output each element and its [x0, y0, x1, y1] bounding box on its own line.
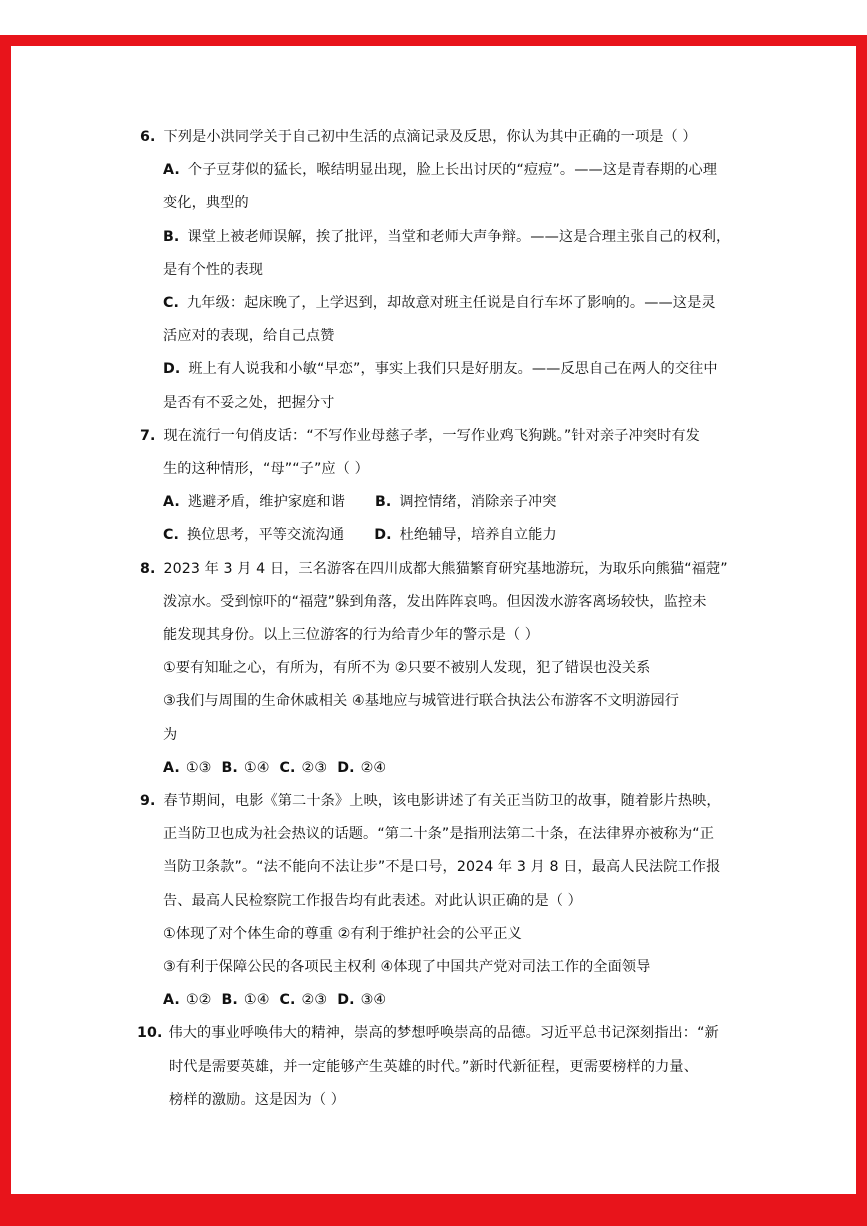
answer-option-continuation	[163, 260, 263, 280]
option-text: 是有个性的表现	[163, 261, 264, 278]
option-text: ①③	[185, 759, 212, 776]
answer-option-continuation	[163, 393, 334, 413]
question-stem-line: 能发现其身份。以上三位游客的行为给青少年的警示是（ ）	[163, 627, 540, 643]
option-text: ①②	[185, 992, 212, 1009]
question-number: 8.	[140, 560, 156, 577]
question-stem-line: 伟大的事业呼唤伟大的精神，崇高的梦想呼唤崇高的品德。习近平总书记深刻指出：“新	[168, 1025, 719, 1042]
answer-option-row	[163, 492, 557, 512]
option-text: 个子豆芽似的猛长，喉结明显出现，脸上长出讨厌的“痘痘”。——这是青春期的心理	[187, 162, 718, 179]
option-label: C.	[279, 759, 296, 776]
answer-option-continuation	[163, 193, 249, 213]
option-label: A.	[163, 162, 180, 179]
option-text: 活应对的表现，给自己点赞	[163, 328, 335, 345]
answer-option-row	[163, 525, 557, 545]
question-stem-line: 春节期间，电影《第二十条》上映，该电影讲述了有关正当防卫的故事，随着影片热映，	[163, 793, 721, 809]
option-text: ②③	[301, 992, 328, 1009]
option-label: D.	[337, 759, 355, 776]
option-text: 九年级：起床晚了，上学迟到，却故意对班主任说是自行车坏了影响的。——这是灵	[187, 295, 716, 311]
option-label: C.	[163, 527, 180, 544]
option-label: B.	[221, 992, 238, 1009]
answer-choices	[163, 990, 386, 1010]
question-stem-line: 时代是需要英雄，并一定能够产生英雄的时代。”新时代新征程，更需要榜样的力量、	[169, 1058, 698, 1075]
question-number: 7.	[140, 427, 156, 444]
option-label: A.	[163, 494, 180, 511]
statement-line	[163, 691, 679, 711]
statement-text: ①要有知耻之心，有所为，有所不为 ②只要不被别人发现，犯了错误也没关系	[163, 660, 651, 677]
option-label: A.	[163, 759, 180, 776]
question-stem-continuation	[163, 625, 539, 645]
question-stem-line: 告、最高人民检察院工作报告均有此表述。对此认识正确的是（ ）	[163, 892, 582, 909]
question-stem	[140, 559, 728, 579]
statement-line	[163, 924, 522, 944]
option-text: ①④	[243, 759, 270, 776]
question-stem-continuation	[163, 592, 707, 612]
option-text: ①④	[243, 992, 270, 1009]
question-stem-line: 下列是小洪同学关于自己初中生活的点滴记录及反思，你认为其中正确的一项是（ ）	[163, 129, 697, 145]
option-text: ③④	[360, 992, 387, 1009]
question-stem-line: 当防卫条款”。“法不能向不法让步”不是口号，2024 年 3 月 8 日，最高人民法院工作报	[163, 859, 721, 876]
option-label: C.	[279, 992, 296, 1009]
option-label: B.	[375, 494, 392, 511]
option-label: C.	[163, 295, 180, 311]
question-stem-line: 2023 年 3 月 4 日，三名游客在四川成都大熊猫繁育研究基地游玩，为取乐向熊猫“福蒄”	[163, 560, 728, 577]
question-number: 9.	[140, 793, 156, 809]
option-label: D.	[374, 527, 392, 544]
option-text: 逃避矛盾，维护家庭和谐	[187, 494, 346, 511]
question-stem-continuation	[169, 1090, 345, 1110]
question-stem-line: 榜样的激励。这是因为（ ）	[169, 1091, 346, 1108]
option-label: B.	[163, 228, 180, 245]
answer-choices	[163, 758, 386, 778]
option-text: ②③	[301, 759, 328, 776]
option-text: 班上有人说我和小敏“早恋”，事实上我们只是好朋友。——反思自己在两人的交往中	[188, 361, 718, 378]
statement-line	[163, 957, 650, 977]
question-number: 6.	[140, 129, 156, 145]
question-stem-continuation	[163, 459, 369, 479]
question-number: 10.	[137, 1025, 163, 1042]
option-text: 变化，典型的	[163, 195, 249, 212]
question-stem-line: 正当防卫也成为社会热议的话题。“第二十条”是指刑法第二十条，在法律界亦被称为“正	[163, 826, 714, 843]
option-text: 调控情绪，消除亲子冲突	[399, 494, 557, 511]
statement-text: ①体现了对个体生命的尊重 ②有利于维护社会的公平正义	[163, 925, 522, 942]
question-stem-continuation	[163, 857, 720, 877]
answer-option	[163, 293, 716, 313]
question-stem	[140, 426, 700, 446]
question-stem-line: 生的这种情形，“母”“子”应（ ）	[163, 461, 369, 477]
question-stem	[140, 127, 697, 147]
statement-line	[163, 658, 650, 678]
question-stem-continuation	[169, 1057, 698, 1077]
question-stem-continuation	[163, 824, 714, 844]
option-label: D.	[163, 361, 181, 378]
question-stem	[137, 1023, 719, 1043]
answer-option	[163, 160, 717, 180]
statement-line	[163, 725, 177, 745]
option-text: ②④	[360, 759, 387, 776]
answer-option	[163, 359, 718, 379]
option-text: 是否有不妥之处，把握分寸	[163, 394, 335, 411]
option-text: 课堂上被老师误解，挨了批评，当堂和老师大声争辩。——这是合理主张自己的权利，	[187, 228, 731, 245]
question-stem	[140, 791, 721, 811]
statement-text: ③有利于保障公民的各项民主权利 ④体现了中国共产党对司法工作的全面领导	[163, 959, 651, 975]
question-stem-continuation	[163, 891, 582, 911]
option-text: 杜绝辅导，培养自立能力	[399, 527, 557, 544]
option-label: D.	[337, 992, 355, 1009]
question-stem-line: 现在流行一句俏皮话：“不写作业母慈子孝，一写作业鸡飞狗跳。”针对亲子冲突时有发	[163, 427, 700, 444]
statement-text: ③我们与周围的生命休戚相关 ④基地应与城管进行联合执法公布游客不文明游园行	[163, 693, 680, 710]
answer-option	[163, 227, 730, 247]
option-label: A.	[163, 992, 180, 1009]
option-text: 换位思考，平等交流沟通	[187, 527, 345, 544]
statement-text: 为	[163, 726, 178, 743]
question-stem-line: 泼凉水。受到惊吓的“福蒄”躲到角落，发出阵阵哀鸣。但因泼水游客离场较快，监控未	[163, 593, 707, 610]
option-label: B.	[221, 759, 238, 776]
answer-option-continuation	[163, 326, 334, 346]
